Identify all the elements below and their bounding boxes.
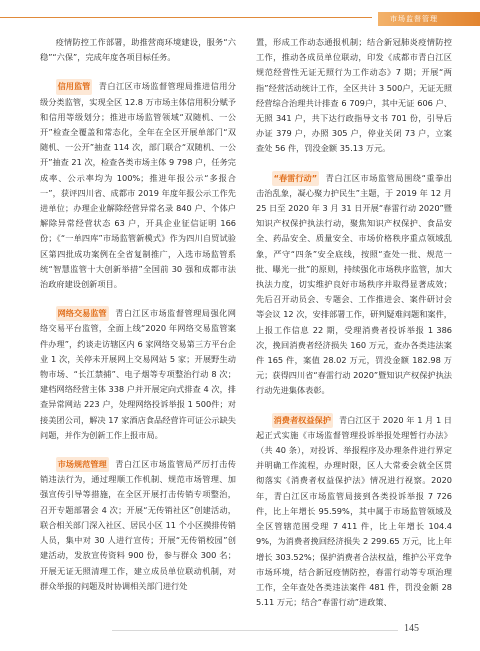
section-label: “春雷行动” <box>272 171 320 186</box>
section-body: 青白江区市场监督管理局强化网络交易平台监管，全面上线“2020 年网络交易监管案件办理”，约谈走访辖区内 6 家网络交易第三方平台企业 1 次，关停未开展网上交易网站 5 家；开展野生动物市场、“长江禁捕”、电子烟等专项整治行动 8 次；建档网络经营主体 338 户并开展定向式排查 4 次，排查异常网站 223 户，处理网络投诉举报 1 500件；对接美团公司，解决 17 家酒店食品经营许可证公示缺失问题，并作为创新工作上报市局。 <box>40 308 236 440</box>
section-body: 青白江区市场监督管理局推进信用分级分类监管，实现全区 12.8 万市场主体信用积分赋予和信用等级划分；推进市场监管领域“双随机、一公开”检查全覆盖和常态化，全年在全区开展单部门“双随机、一公开”抽查 114 次，部门联合“双随机、一公开”抽查 21 次，检查各类市场主体 9 798 户，任务完成率、公示率均为 100%；推进年报公示“多报合一”，获评四川省、成都市 2019 年度年报公示工作先进单位；办理企业解除经营异常名录 840 户、个体户解除异常经营状态 63 户，开具企业征信证明 166 份；《“一单四库”市场监管新模式》作为四川自贸试验区第四批成功案例在全省复制推广，入选市场监管系统“智慧监管十大创新举措”全国前 30 强和成都市法治政府建设创新项目。 <box>40 81 236 290</box>
section-credit-supervision <box>40 79 236 292</box>
page-number: 145 <box>404 623 419 634</box>
section-body: 青白江区市场监管局围绕“重拳出击治乱象，凝心聚力护民生”主题，于 2019 年 12 月 25 日至 2020 年 3 月 31 日开展“春雷行动 2020”暨知识产权保护执法行动，聚焦知识产权保护、食品安全、药品安全、质量安全、市场价格秩序重点领域乱象，严守“四条”安全底线，按照“查处一批、规范一批、曝光一批”的原则，持续强化市场秩序监管，加大执法力度，切实维护良好市场秩序并取得显著成效；先后召开动员会、专题会、工作推进会、案件研讨会等会议 12 次，安排部署工作，研判疑难问题和案件，上报工作信息 22 期，受理消费者投诉举报 1 386 次，挽回消费者经济损失 160 万元，查办各类违法案件 165 件，案值 28.02 万元，罚没金额 182.98 万元；获得四川省“春雷行动 2020”暨知识产权保护执法行动先进集体表彰。 <box>256 172 452 396</box>
header-rule <box>0 17 372 18</box>
section-label: 市场规范管理 <box>56 457 109 472</box>
section-label: 网络交易监管 <box>56 306 109 321</box>
section-market-regulation <box>40 457 236 594</box>
intro-paragraph: 疫情防控工作部署，助推营商环境建设，服务“六稳”“六保”，完成年度各项目标任务。 <box>40 37 236 63</box>
header-bar <box>0 12 480 26</box>
section-label: 信用监管 <box>56 79 93 94</box>
right-column <box>256 35 452 624</box>
section-body: 青白江区于 2020 年 1 月 1 日起正式实施《市场监督管理投诉举报处理暂行办法》（共 40 条），对投诉、举报程序及办理条件进行界定并明确工作流程，办理时限，区人大常委会就全区贯彻落实《消费者权益保护法》情况进行视察。2020 年，青白江区市场监管局接到各类投诉举报 7 726 件，比上年增长 95.59%，其中属于市场监管领域及全区管辖范围受理 7 411 件，比上年增长 104.49%，为消费者挽回经济损失 2 299.65 万元，比上年增长 303.52%；保护消费者合法权益，维护公平竞争市场环境，结合新冠疫情防控，春雷行动等专项治理工作，全年查处各类违法案件 481 件，罚没金额 285.11 万元；结合“春雷行动”进政策、 <box>256 414 452 608</box>
section-spring-thunder <box>256 171 452 399</box>
continuation-paragraph: 置，形成工作动态通报机制；结合新冠肺炎疫情防控工作，推动各成员单位联动，印发《成都市青白江区规范经营性无证无照行为工作动态》7 期；开展“两指”经营活动统计工作，全区共计 3 500户，无证无照经营综合治理共计排查 6 709户，其中无证 606 户、无照 341 户，共下达行政指导文书 701 份，引导后办证 379 户，办照 305 户，停业关闭 73 户，立案查处 56 件，罚没金额 35.13 万元。 <box>256 37 452 154</box>
section-consumer-rights <box>256 413 452 611</box>
section-tag: 市场监督管理 <box>378 12 480 26</box>
section-online-trade <box>40 306 236 443</box>
page-footer <box>0 620 480 640</box>
section-body: 青白江区市场监管局严厉打击传销违法行为，通过理顺工作机制、规范市场管理、加强宣传引导等措施，在全区开展打击传销专项整治，召开专题部署会 4 次；开展“无传销社区”创建活动，联合相关部门深入社区、居民小区 11 个小区摸排传销人员，集中对 30 人进行宣传；开展“无传销校园”创建活动，发放宣传资料 900 份，参与群众 300 名；开展无证无照清理工作，建立成员单位联动机制，对群众举报的问题及时协调相关部门进行处 <box>40 459 236 591</box>
section-label: 消费者权益保护 <box>272 413 333 428</box>
left-column <box>40 35 236 608</box>
footer-rule <box>112 630 398 631</box>
